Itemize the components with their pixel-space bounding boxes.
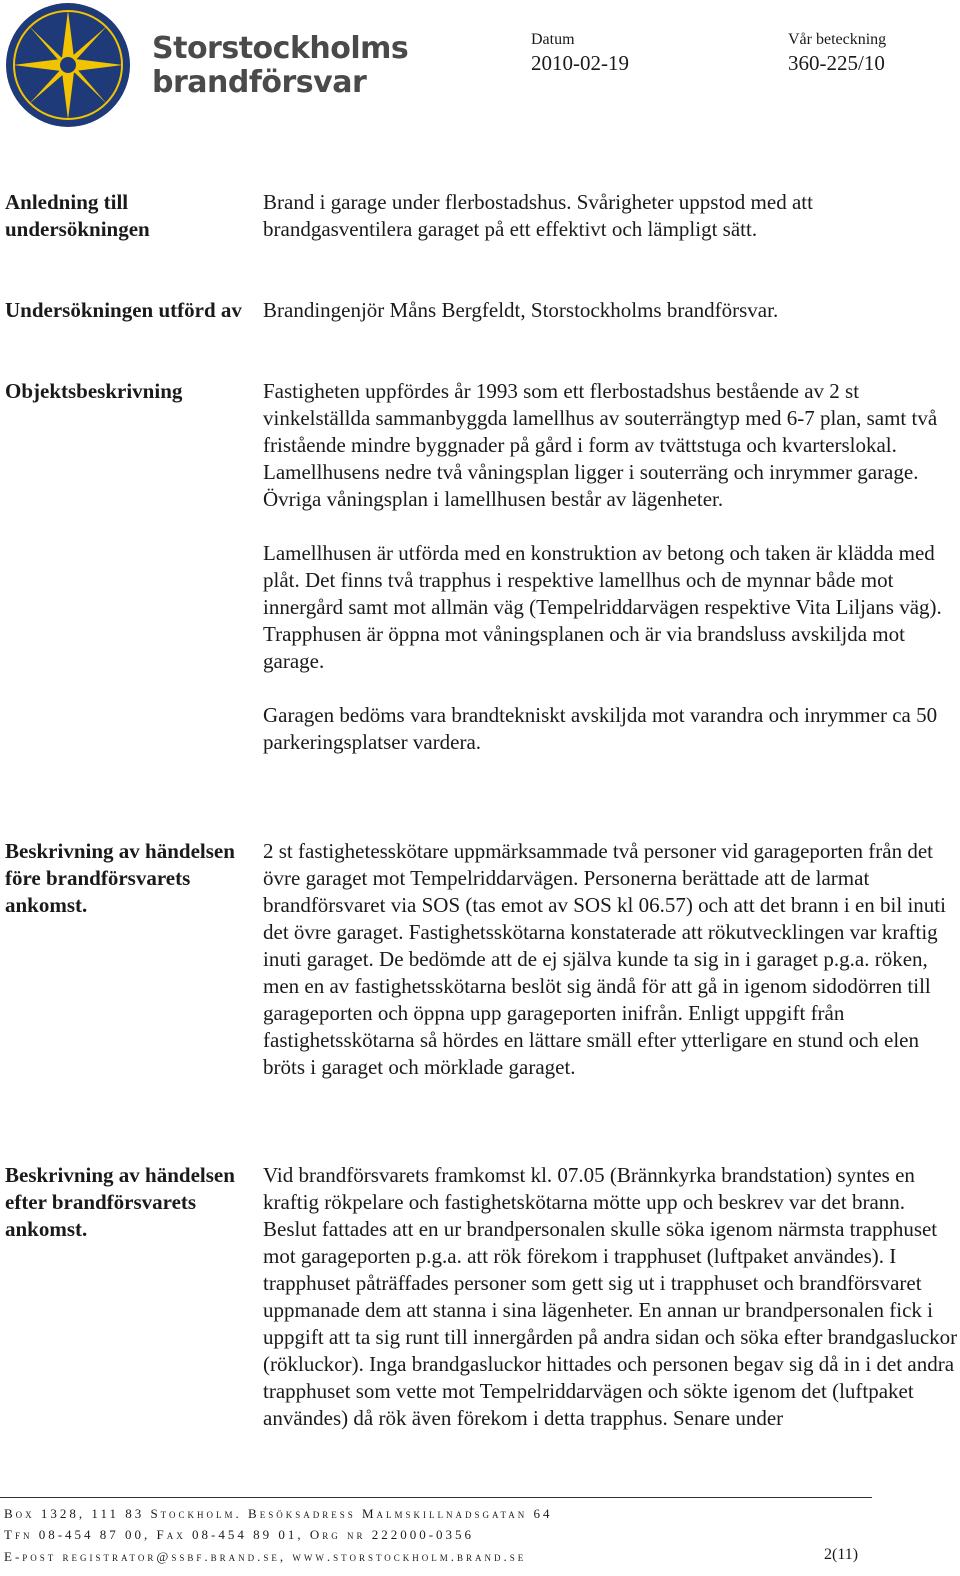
section-label: Objektsbeskrivning bbox=[5, 379, 183, 403]
footer-divider bbox=[0, 1497, 872, 1498]
logo-line-2: brandförsvar bbox=[152, 65, 367, 100]
footer-contact: E-post registrator@ssbf.brand.se, www.storstockholm.brand.se bbox=[4, 1549, 527, 1564]
page-number: 2(11) bbox=[824, 1546, 859, 1563]
section-body bbox=[263, 189, 960, 243]
section-label: Beskrivning av händelsen före brandförsvarets ankomst. bbox=[5, 839, 235, 917]
section-label: Beskrivning av händelsen efter brandförsvarets ankomst. bbox=[5, 1163, 235, 1241]
section-label: Anledning till undersökningen bbox=[5, 190, 150, 241]
paragraph: 2 st fastighetesskötare uppmärksammade två personer vid garageporten från det övre garaget mot Tempelriddarvägen. Personerna berättade att de larmat brandförsvaret via SOS (tas emot av SOS kl 06.57) och att det brann i en bil inuti det övre garaget. Fastighetsskötarna konstaterade att rökutvecklingen var kraftig inuti garaget. De bedömde att de ej själva kunde ta sig in i garaget p.g.a. röken, men en av fastighetsskötarna beslöt sig ändå för att gå in igenom sidodörren till garageporten och öppna upp garageporten inifrån. Enligt uppgift från fastighetsskötarna så hördes en lättare smäll efter ytterligare en stund och elen bröts i garaget och mörklade garaget. bbox=[263, 839, 946, 1079]
date-value: 2010-02-19 bbox=[531, 51, 629, 75]
paragraph: Fastigheten uppfördes år 1993 som ett flerbostadshus bestående av 2 st vinkelställda sammanbyggda lamellhus av souterrängtyp med 6-7 plan, samt två fristående mindre byggnader på gård i form av tvättstuga och kvarterslokal. Lamellhusens nedre två våningsplan ligger i souterräng och inrymmer garage. Övriga våningsplan i lamellhusen består av lägenheter. bbox=[263, 379, 938, 511]
brand-emblem-icon bbox=[4, 2, 132, 128]
footer-phone: Tfn 08-454 87 00, Fax 08-454 89 01, Org nr 222000-0356 bbox=[4, 1527, 475, 1542]
reference-value: 360-225/10 bbox=[788, 51, 885, 75]
logo bbox=[4, 2, 409, 128]
footer-address: Box 1328, 111 83 Stockholm. Besöksadress Malmskillnadsgatan 64 bbox=[4, 1506, 553, 1521]
section-body bbox=[263, 1162, 960, 1432]
section-body bbox=[263, 297, 960, 324]
paragraph: Brandingenjör Måns Bergfeldt, Storstockholms brandförsvar. bbox=[263, 298, 779, 322]
date-label: Datum bbox=[531, 31, 575, 48]
paragraph: Brand i garage under flerbostadshus. Svårigheter uppstod med att brandgasventilera garaget på ett effektivt och lämpligt sätt. bbox=[263, 190, 813, 241]
paragraph: Vid brandförsvarets framkomst kl. 07.05 (Brännkyrka brandstation) syntes en kraftig rökpelare och fastighetskötarna mötte upp och beskrev var det brann. Beslut fattades att en ur brandpersonalen skulle söka igenom närmsta trapphuset mot garageporten p.g.a. att rök förekom i trapphuset (luftpaket användes). I trapphuset påträffades personer som gett sig ut i trapphuset och brandförsvaret uppmanade dem att stanna i sina lägenheter. En annan ur brandpersonalen fick i uppgift att ta sig runt till innergården på andra sidan och söka efter brandgasluckor (rökluckor). Inga brandgasluckor hittades och personen begav sig då in i det andra trapphuset som vette mot Tempelriddarvägen och sökte igenom det (luftpaket användes) då rök även förekom i detta trapphus. Senare under bbox=[263, 1163, 958, 1430]
paragraph: Garagen bedöms vara brandtekniskt avskiljda mot varandra och inrymmer ca 50 parkeringsplatser vardera. bbox=[263, 703, 938, 754]
logo-line-1: Storstockholms bbox=[152, 31, 409, 66]
reference-block bbox=[788, 30, 886, 76]
section-label: Undersökningen utförd av bbox=[5, 298, 242, 322]
date-block bbox=[531, 30, 629, 76]
paragraph: Lamellhusen är utförda med en konstruktion av betong och taken är klädda med plåt. Det finns två trapphus i respektive lamellhus och de mynnar både mot innergård samt mot allmän väg (Tempelriddarvägen respektive Vita Liljans väg). Trapphusen är öppna mot våningsplanen och är via brandsluss avskiljda mot garage. bbox=[263, 541, 942, 673]
section-body bbox=[263, 378, 960, 756]
reference-label: Vår beteckning bbox=[788, 31, 887, 48]
section-body bbox=[263, 838, 960, 1081]
